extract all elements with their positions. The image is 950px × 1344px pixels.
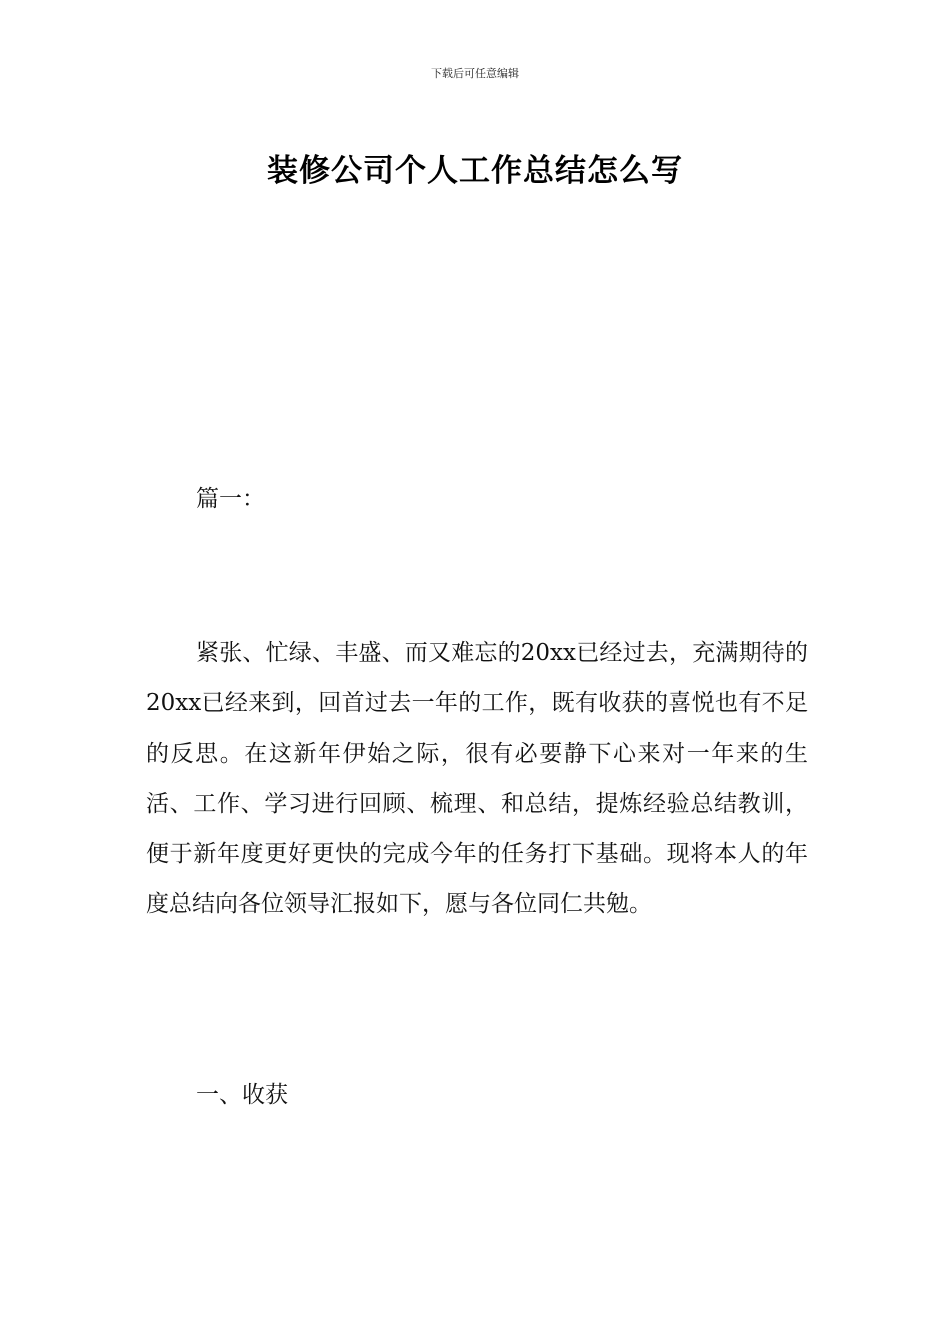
header-note: 下载后可任意编辑 bbox=[431, 67, 519, 80]
section-subheading: 一、收获 bbox=[196, 1082, 288, 1108]
intro-paragraph: 紧张、忙绿、丰盛、而又难忘的20xx已经过去，充满期待的20xx已经来到，回首过去一年的工作，既有收获的喜悦也有不足的反思。在这新年伊始之际，很有必要静下心来对一年来的生活、工作、学习进行回顾、梳理、和总结，提炼经验总结教训，便于新年度更好更快的完成今年的任务打下基础。现将本人的年度总结向各位领导汇报如下，愿与各位同仁共勉。 bbox=[146, 640, 808, 918]
document-title: 装修公司个人工作总结怎么写 bbox=[267, 152, 683, 189]
section-label: 篇一： bbox=[196, 486, 265, 512]
